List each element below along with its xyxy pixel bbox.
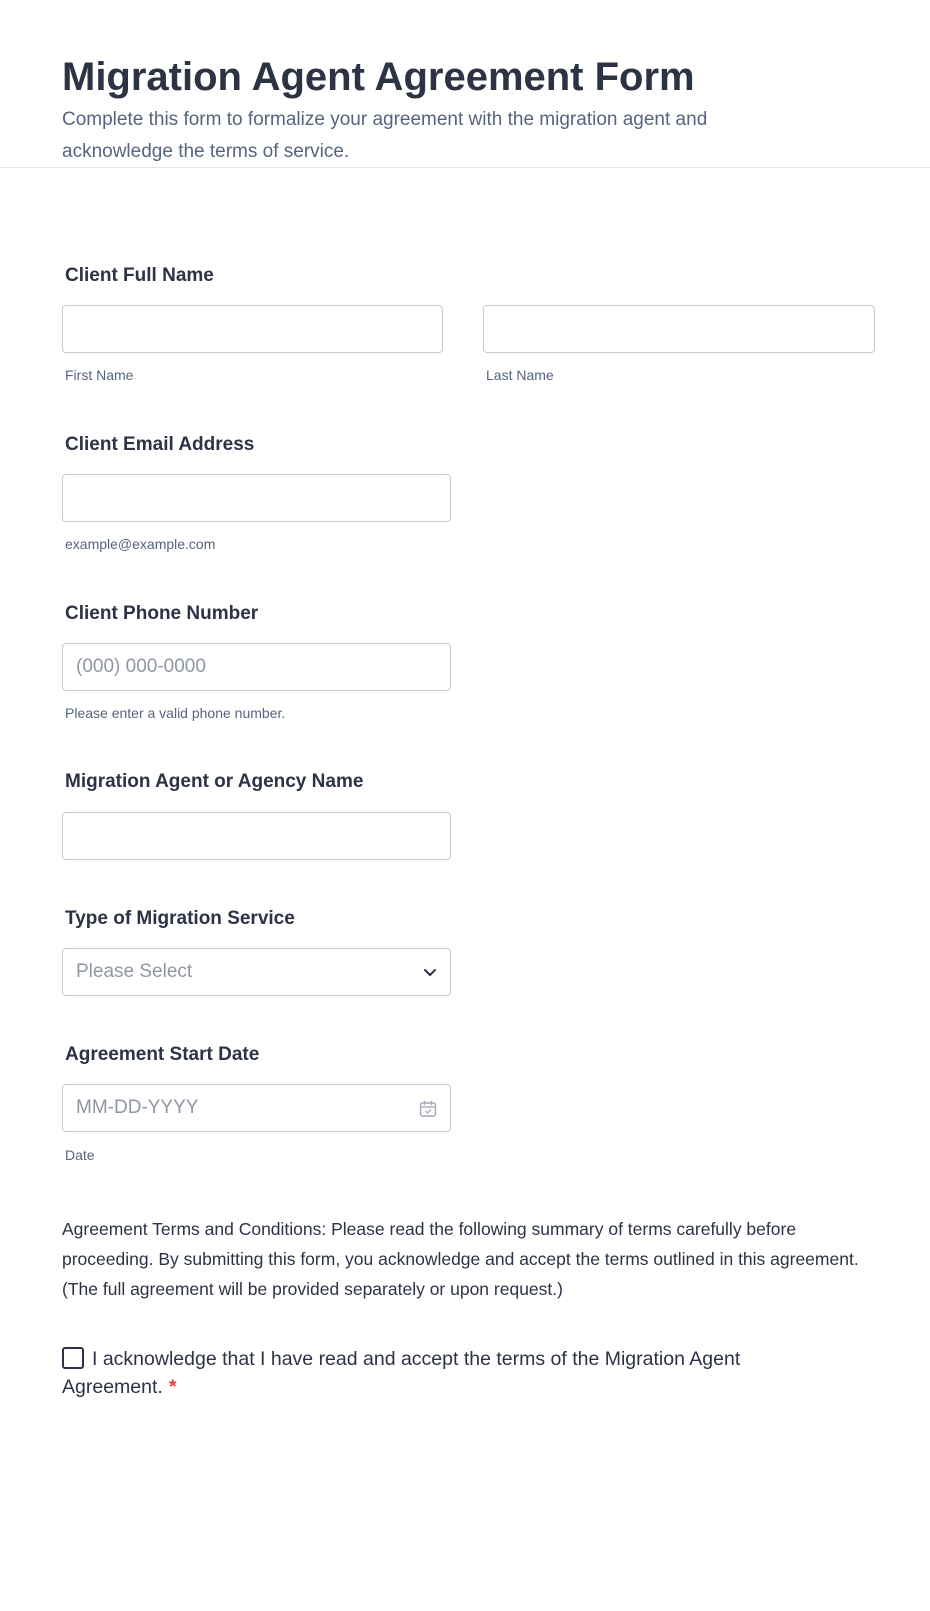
service-selected-value: Please Select [76, 961, 193, 982]
acknowledge-row [62, 1345, 782, 1401]
acknowledge-checkbox[interactable] [62, 1347, 84, 1369]
acknowledge-label: I acknowledge that I have read and accept the terms of the Migration Agent Agreement. [62, 1348, 741, 1398]
last-name-sublabel: Last Name [486, 367, 554, 383]
start-date-input[interactable] [62, 1084, 451, 1132]
required-asterisk: * [168, 1376, 177, 1398]
first-name-input[interactable] [62, 305, 443, 353]
service-label: Type of Migration Service [65, 908, 295, 929]
email-sublabel: example@example.com [65, 536, 216, 552]
phone-placeholder: (000) 000-0000 [76, 656, 206, 677]
first-name-sublabel: First Name [65, 367, 134, 383]
agent-label: Migration Agent or Agency Name [65, 771, 364, 792]
terms-text: Agreement Terms and Conditions: Please read the following summary of terms carefully before proceeding. By submitting this form, you acknowledge and accept the terms outlined in this agreement. (The full agreement will be provided separately or upon request.) [62, 1219, 859, 1299]
page-subtitle: Complete this form to formalize your agreement with the migration agent and acknowledge the terms of service. [62, 109, 708, 162]
agent-name-input[interactable] [62, 812, 451, 860]
calendar-icon[interactable] [418, 1099, 438, 1119]
email-label: Client Email Address [65, 434, 255, 455]
chevron-down-icon [422, 964, 438, 980]
full-name-label: Client Full Name [65, 265, 214, 286]
phone-sublabel: Please enter a valid phone number. [65, 705, 286, 721]
service-select[interactable] [62, 948, 451, 996]
start-date-sublabel: Date [65, 1147, 95, 1163]
start-date-label: Agreement Start Date [65, 1044, 260, 1065]
phone-input[interactable] [62, 643, 451, 691]
start-date-placeholder: MM-DD-YYYY [76, 1097, 199, 1118]
email-input[interactable] [62, 474, 451, 522]
page-title: Migration Agent Agreement Form [62, 55, 695, 99]
last-name-input[interactable] [483, 305, 875, 353]
form-header [0, 0, 930, 168]
phone-label: Client Phone Number [65, 603, 259, 624]
